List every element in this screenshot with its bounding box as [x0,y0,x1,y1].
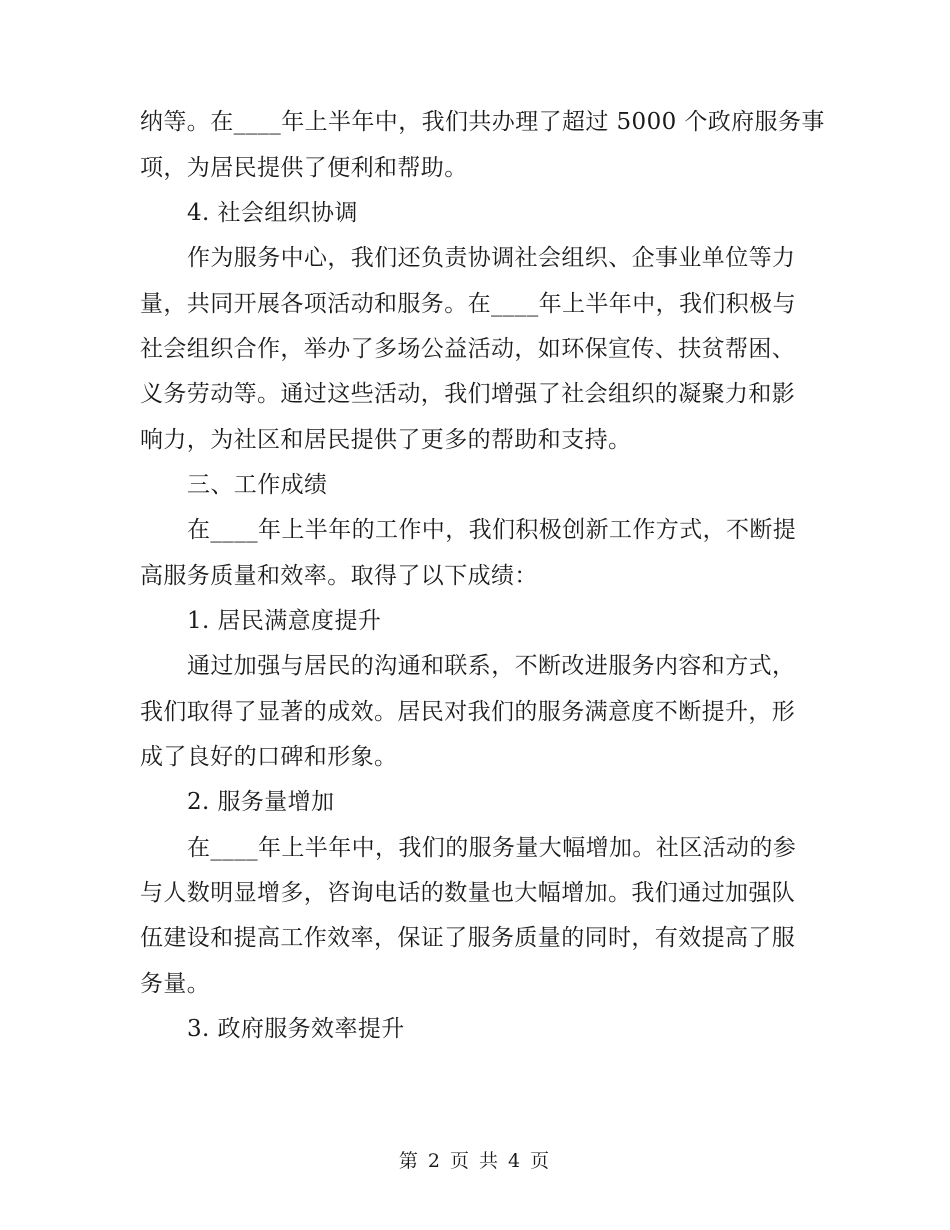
text-line: 务量。 [140,971,211,997]
text-line: 伍建设和提高工作效率，保证了服务质量的同时，有效提高了服 [140,925,796,951]
text-line: 与人数明显增多，咨询电话的数量也大幅增加。我们通过加强队 [140,880,796,906]
page-number-footer: 第 2 页 共 4 页 [398,1150,552,1172]
section-heading: 三、工作成绩 [187,472,328,498]
section-heading: 3. 政府服务效率提升 [187,1016,405,1042]
text-line: 响力，为社区和居民提供了更多的帮助和支持。 [140,427,632,453]
text-line: 在____年上半年中，我们的服务量大幅增加。社区活动的参 [187,835,797,861]
text-line: 量，共同开展各项活动和服务。在____年上半年中，我们积极与 [140,291,796,317]
text-line: 社会组织合作，举办了多场公益活动，如环保宣传、扶贫帮困、 [140,336,796,362]
text-line: 我们取得了显著的成效。居民对我们的服务满意度不断提升，形 [140,699,796,725]
text-line: 在____年上半年的工作中，我们积极创新工作方式，不断提 [187,517,797,543]
text-line: 成了良好的口碑和形象。 [140,744,398,770]
text-line: 纳等。在____年上半年中，我们共办理了超过 5000 个政府服务事 [140,109,825,135]
text-line: 高服务质量和效率。取得了以下成绩： [140,563,538,589]
section-heading: 2. 服务量增加 [187,789,335,815]
text-line: 作为服务中心，我们还负责协调社会组织、企事业单位等力 [187,245,796,271]
section-heading: 1. 居民满意度提升 [187,608,382,634]
text-line: 项，为居民提供了便利和帮助。 [140,155,468,181]
text-line: 义务劳动等。通过这些活动，我们增强了社会组织的凝聚力和影 [140,381,796,407]
section-heading: 4. 社会组织协调 [187,200,358,226]
text-line: 通过加强与居民的沟通和联系，不断改进服务内容和方式， [187,653,796,679]
